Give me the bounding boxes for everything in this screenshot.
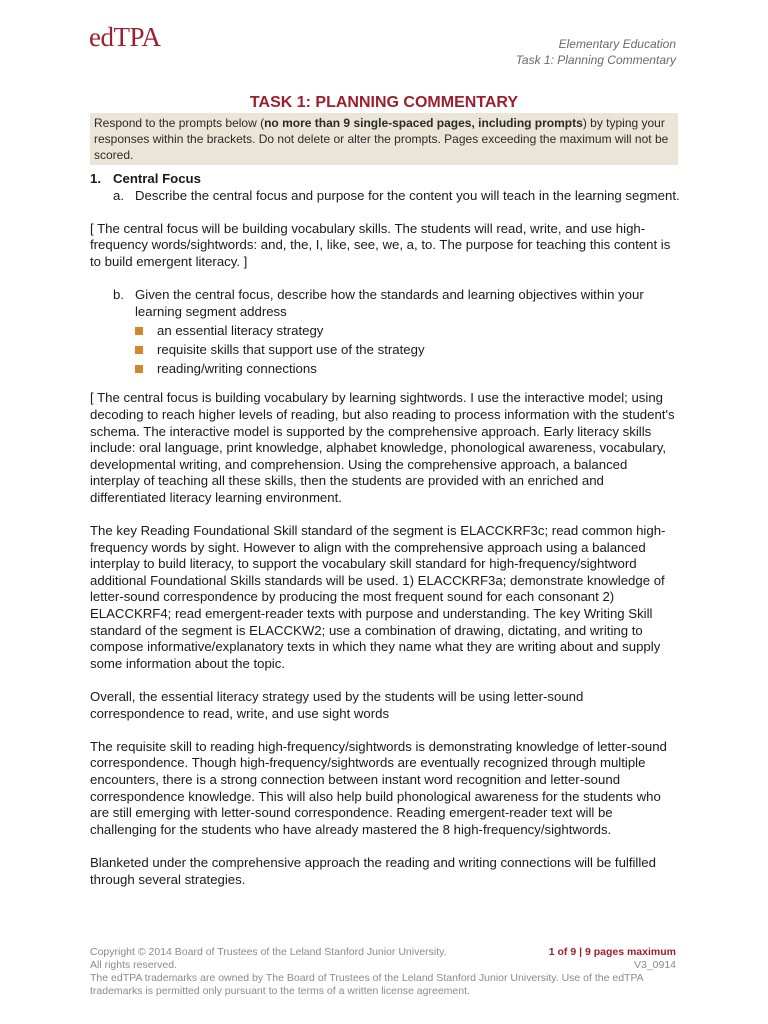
response-b-paragraph: Overall, the essential literacy strategy used by the students will be using letter-sound correspondence to read, write, and use sight words [90,689,584,721]
header-subject: Elementary Education [558,37,676,51]
edtpa-logo: edTPA [89,22,161,52]
response-b-paragraph: The requisite skill to reading high-frequency/sightwords is demonstrating knowledge of letter-sound correspondence. Though high-frequency/sightwords are eventually recognized through multiple encounters, there is a strong connection between instant word recognition and letter-sound correspondence knowledge. This will also help build phonological awareness for the students who are still emerging with letter-sound correspondence. Reading emergent-reader text will be challenging for the students who have already mastered the 8 high-frequency/sightwords. [90,738,667,837]
prompt-a-letter: a. [113,187,124,203]
section-title: Central Focus [113,171,201,186]
rights-text: All rights reserved. [90,959,177,971]
bullet-item [135,359,680,378]
instructions-box [90,113,678,165]
instructions-post: ) by typing your responses within the brackets. Do not delete or alter the prompts. Pages exceeding the maximum will not be scored. [94,116,669,162]
response-a: [ The central focus will be building vocabulary skills. The students will read, write, and use high-frequency words/sightwords: and, the, I, like, see, we, a, to. The purpose for teaching this content is to build emergent literacy. ] [90,220,671,269]
square-bullet-icon [135,365,143,373]
footer-page-info [549,946,676,972]
section-number: 1. [90,171,101,186]
response-b-paragraph: The key Reading Foundational Skill standard of the segment is ELACCKRF3c; read common high-frequency words by sight. However to align with the comprehensive approach using a balanced interplay to build literacy, to support the vocabulary skill standard for high-frequency/sightword additional Foundational Skills standards will be used. 1) ELACCKRF3a; demonstrate knowledge of letter-sound correspondence by producing the most frequent sound for each consonant 2) ELACCKRF4; read emergent-reader texts with purpose and understanding. The key Writing Skill standard of the segment is ELACCKW2; use a combination of drawing, dictating, and writing to compose informative/explanatory texts in which they name what they are writing about and supply some information about the topic. [90,523,666,671]
bullet-text: an essential literacy strategy [157,322,324,338]
document-header [516,36,676,68]
square-bullet-icon [135,327,143,335]
header-task: Task 1: Planning Commentary [515,53,676,67]
instructions-bold: no more than 9 single-spaced pages, including prompts [264,116,583,130]
copyright-text: Copyright © 2014 Board of Trustees of the Leland Stanford Junior University. [90,946,447,958]
bullet-item [135,321,680,340]
prompt-b-bullets [90,321,680,378]
trademark-text: The edTPA trademarks are owned by The Board of Trustees of the Leland Stanford Junior University. Use of the edTPA trademarks is permitted only pursuant to the terms of a written license agreement. [90,972,644,997]
prompt-a [113,188,680,205]
response-b-paragraph: Blanketed under the comprehensive approach the reading and writing connections will be fulfilled through several strategies. [90,854,656,887]
commentary-body [90,171,680,888]
bullet-text: requisite skills that support use of the strategy [157,341,425,357]
version-code: V3_0914 [633,959,676,971]
square-bullet-icon [135,346,143,354]
page-title: TASK 1: PLANNING COMMENTARY [249,94,519,111]
prompt-b [113,287,680,320]
instructions-pre: Respond to the prompts below ( [94,116,265,130]
section-heading [90,171,680,188]
bullet-item [135,340,680,359]
prompt-b-letter: b. [113,287,124,303]
page-count: 1 of 9 | 9 pages maximum [548,946,676,958]
prompt-b-text: Given the central focus, describe how the standards and learning objectives within your learning segment address [135,287,644,319]
prompt-a-text: Describe the central focus and purpose for the content you will teach in the learning segment. [135,187,680,203]
bullet-text: reading/writing connections [157,360,317,376]
response-b-paragraph: [ The central focus is building vocabulary by learning sightwords. I use the interactive model; using decoding to reach higher levels of reading, but also reading to process information with the student's schema. The interactive model is supported by the comprehensive approach. Early literacy skills include: oral language, print knowledge, alphabet knowledge, phonological awareness, vocabulary, developmental writing, and comprehension. Using the comprehensive approach, a balanced interplay of teaching all these skills, then the students are provided with an enriched and differentiated literacy learning environment. [90,390,675,505]
